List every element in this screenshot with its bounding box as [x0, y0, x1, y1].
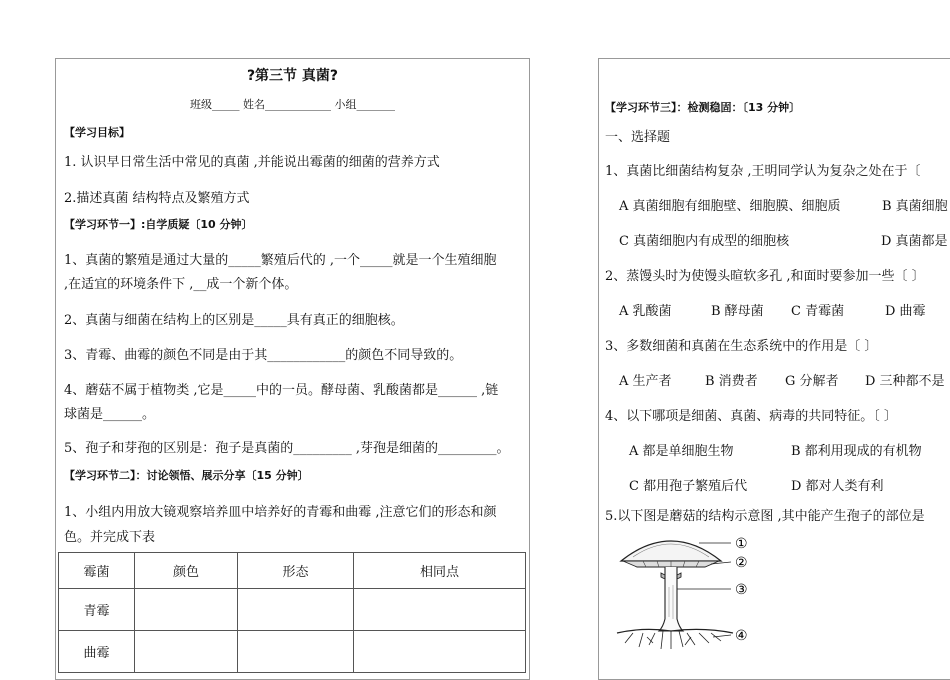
rq1-stem: 1、真菌比细菌结构复杂 ,王明同学认为复杂之处在于〔 — [605, 164, 921, 179]
table-header-cell: 相同点 — [354, 553, 526, 589]
diagram-label-2: ② — [735, 555, 748, 571]
table-header-cell: 颜色 — [135, 553, 238, 589]
rq1-option-b: B 真菌细胞 — [882, 199, 948, 214]
table-cell[interactable] — [354, 589, 526, 631]
rq3-option: G 分解者 — [785, 374, 839, 389]
table-row — [59, 589, 526, 631]
mushroom-hyphae — [625, 631, 721, 649]
part-1-heading: 一、选择题 — [605, 130, 671, 145]
rq2-option: B 酵母菌 — [711, 304, 764, 319]
table-cell: 青霉 — [59, 589, 135, 631]
left-page — [55, 58, 530, 680]
diagram-label-3: ③ — [735, 582, 748, 598]
question-3: 3、青霉、曲霉的颜色不同是由于其____________的颜色不同导致的。 — [64, 348, 463, 363]
task-line-1: 1、小组内用放大镜观察培养皿中培养好的青霉和曲霉 ,注意它们的形态和颜 — [64, 505, 497, 520]
goal-1: 1. 认识早日常生活中常见的真菌 ,并能说出霉菌的细菌的营养方式 — [64, 155, 440, 170]
goal-2: 2.描述真菌 结构特点及繁殖方式 — [64, 191, 250, 206]
goals-heading: 【学习目标】 — [64, 126, 130, 139]
table-cell[interactable] — [354, 631, 526, 673]
rq3-option: D 三种都不是 — [865, 374, 945, 389]
table-cell: 曲霉 — [59, 631, 135, 673]
diagram-label-4: ④ — [735, 628, 748, 644]
rq2-stem: 2、蒸馒头时为使馒头暄软多孔 ,和面时要参加一些〔 〕 — [605, 269, 925, 284]
table-cell[interactable] — [135, 631, 238, 673]
section-1-heading: 【学习环节一】:自学质疑〔10 分钟〕 — [64, 218, 253, 231]
table-header-row — [59, 553, 526, 589]
mushroom-diagram — [613, 527, 773, 651]
rq4-option-b: B 都利用现成的有机物 — [791, 444, 922, 459]
mold-table — [58, 552, 526, 673]
rq5-stem: 5.以下图是蘑菇的结构示意图 ,其中能产生孢子的部位是 — [605, 509, 925, 524]
question-1-line-2: ,在适宜的环境条件下 ,__成一个新个体。 — [64, 277, 298, 292]
rq4-option-c: C 都用孢子繁殖后代 — [629, 479, 748, 494]
question-4-line-1: 4、蘑菇不属于植物类 ,它是_____中的一员。酵母菌、乳酸菌都是______ ,链 — [64, 383, 499, 398]
table-row — [59, 631, 526, 673]
table-header-cell: 形态 — [238, 553, 354, 589]
task-line-2: 色。并完成下表 — [64, 530, 156, 545]
question-2: 2、真菌与细菌在结构上的区别是_____具有真正的细胞核。 — [64, 313, 404, 328]
rq2-option: A 乳酸菌 — [619, 304, 672, 319]
table-cell[interactable] — [135, 589, 238, 631]
question-5: 5、孢子和芽孢的区别是：孢子是真菌的_________ ,芽孢是细菌的_________。 — [64, 441, 510, 456]
table-cell[interactable] — [238, 589, 354, 631]
rq3-stem: 3、多数细菌和真菌在生态系统中的作用是〔 〕 — [605, 339, 878, 354]
rq4-stem: 4、以下哪项是细菌、真菌、病毒的共同特征。〔 〕 — [605, 409, 897, 424]
diagram-label-1: ① — [735, 536, 748, 552]
rq1-option-a: A 真菌细胞有细胞壁、细胞膜、细胞质 — [619, 199, 841, 214]
student-info-line: 班级_____ 姓名____________ 小组_______ — [190, 98, 395, 111]
rq2-option: D 曲霉 — [885, 304, 926, 319]
right-page — [598, 58, 950, 680]
rq4-option-a: A 都是单细胞生物 — [629, 444, 734, 459]
rq3-option: A 生产者 — [619, 374, 672, 389]
rq4-option-d: D 都对人类有利 — [791, 479, 884, 494]
table-header-cell: 霉菌 — [59, 553, 135, 589]
section-3-heading: 【学习环节三】：检测稳固：〔13 分钟〕 — [605, 101, 801, 114]
question-1-line-1: 1、真菌的繁殖是通过大量的_____繁殖后代的 ,一个_____就是一个生殖细胞 — [64, 253, 497, 268]
rq1-option-c: C 真菌细胞内有成型的细胞核 — [619, 234, 790, 249]
page-title: ?第三节 真菌? — [246, 68, 339, 84]
rq3-option: B 消费者 — [705, 374, 758, 389]
section-2-heading: 【学习环节二】：讨论领悟、展示分享〔15 分钟〕 — [64, 469, 309, 482]
rq2-option: C 青霉菌 — [791, 304, 845, 319]
rq1-option-d: D 真菌都是 — [881, 234, 948, 249]
table-cell[interactable] — [238, 631, 354, 673]
question-4-line-2: 球菌是______。 — [64, 407, 156, 422]
